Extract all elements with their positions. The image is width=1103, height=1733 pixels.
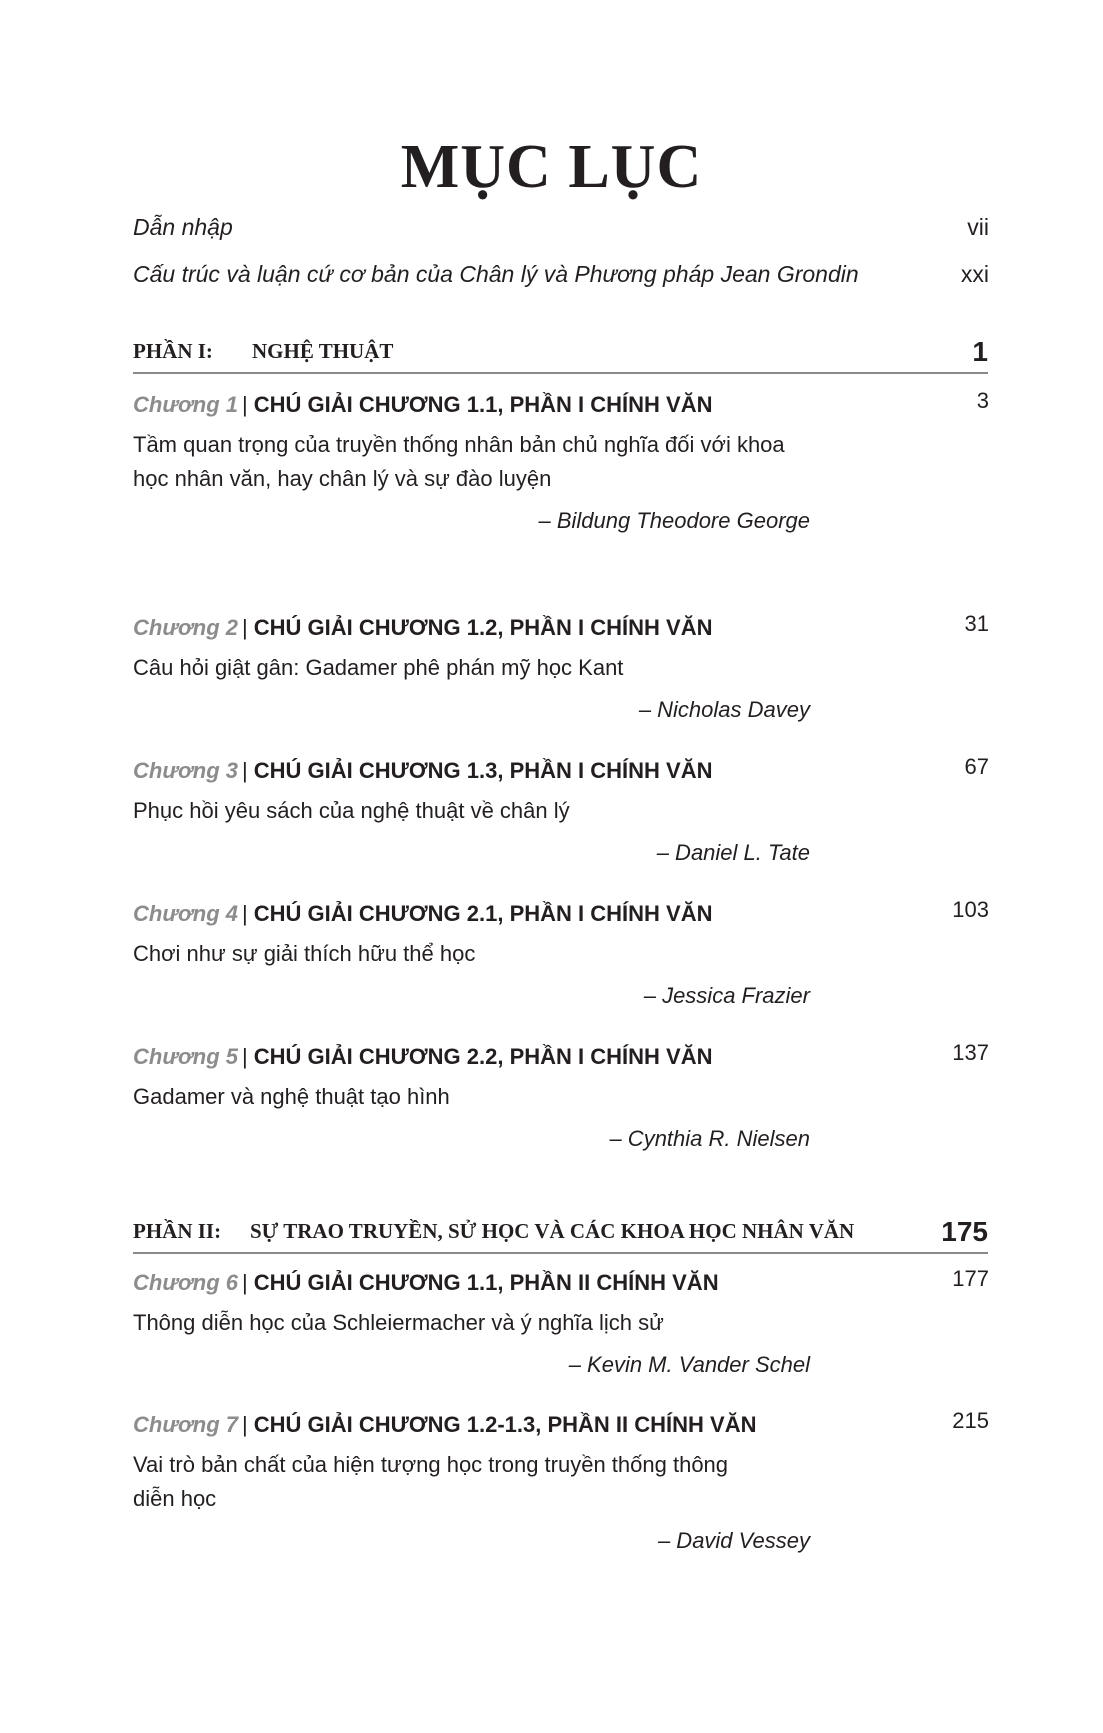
intro-entry bbox=[133, 214, 989, 246]
chapter-heading: CHÚ GIẢI CHƯƠNG 1.2-1.3, PHẦN II CHÍNH VĂN bbox=[253, 1412, 757, 1437]
chapter-author: – Daniel L. Tate bbox=[656, 840, 810, 865]
chapter-author: – Cynthia R. Nielsen bbox=[609, 1126, 810, 1151]
chapter-author: – Nicholas Davey bbox=[638, 697, 810, 722]
chapter-page: 137 bbox=[952, 1040, 989, 1065]
intro-entry-title: Dẫn nhập bbox=[133, 214, 233, 240]
chapter-page: 103 bbox=[952, 897, 989, 922]
chapter-separator: | bbox=[242, 392, 248, 417]
intro-entry bbox=[133, 261, 989, 293]
chapter-description: Gadamer và nghệ thuật tạo hình bbox=[133, 1084, 450, 1109]
chapter-heading: CHÚ GIẢI CHƯƠNG 2.2, PHẦN I CHÍNH VĂN bbox=[253, 1044, 713, 1069]
chapter-separator: | bbox=[242, 901, 248, 926]
chapter-description: Chơi như sự giải thích hữu thể học bbox=[133, 941, 476, 966]
chapter-separator: | bbox=[242, 615, 248, 640]
chapter-entry-4 bbox=[133, 897, 989, 1009]
chapter-description: Câu hỏi giật gân: Gadamer phê phán mỹ học Kant bbox=[133, 655, 624, 680]
chapter-separator: | bbox=[242, 1044, 248, 1069]
chapter-separator: | bbox=[242, 758, 248, 783]
chapter-label: Chương 1 bbox=[133, 392, 239, 417]
chapter-page: 67 bbox=[964, 754, 989, 779]
chapter-entry-7 bbox=[133, 1408, 989, 1554]
part-label: PHẦN I: bbox=[133, 339, 213, 363]
part-label: PHẦN II: bbox=[133, 1219, 222, 1243]
chapter-author: – Jessica Frazier bbox=[643, 983, 810, 1008]
chapter-label: Chương 6 bbox=[133, 1270, 239, 1295]
part-heading-2 bbox=[133, 1208, 988, 1254]
part-page: 1 bbox=[972, 336, 988, 367]
chapter-author: – Bildung Theodore George bbox=[538, 508, 810, 533]
chapter-heading: CHÚ GIẢI CHƯƠNG 1.1, PHẦN I CHÍNH VĂN bbox=[253, 392, 713, 417]
chapter-page: 215 bbox=[952, 1408, 989, 1433]
chapter-heading: CHÚ GIẢI CHƯƠNG 1.1, PHẦN II CHÍNH VĂN bbox=[253, 1270, 719, 1295]
chapter-page: 3 bbox=[976, 388, 989, 413]
chapter-description: Vai trò bản chất của hiện tượng học trong truyền thống thông diễn học bbox=[133, 1452, 729, 1511]
chapter-entry-6 bbox=[133, 1266, 989, 1378]
part-title: NGHỆ THUẬT bbox=[252, 339, 394, 363]
chapter-heading: CHÚ GIẢI CHƯƠNG 2.1, PHẦN I CHÍNH VĂN bbox=[253, 901, 713, 926]
chapter-separator: | bbox=[242, 1412, 248, 1437]
intro-entry-page: vii bbox=[967, 214, 989, 240]
chapter-label: Chương 4 bbox=[133, 901, 239, 926]
chapter-heading: CHÚ GIẢI CHƯƠNG 1.3, PHẦN I CHÍNH VĂN bbox=[253, 758, 713, 783]
part-title: SỰ TRAO TRUYỀN, SỬ HỌC VÀ CÁC KHOA HỌC NHÂN VĂN bbox=[250, 1219, 855, 1243]
chapter-description: Phục hồi yêu sách của nghệ thuật về chân lý bbox=[133, 798, 570, 823]
part-page: 175 bbox=[941, 1216, 988, 1247]
chapter-label: Chương 7 bbox=[133, 1412, 239, 1437]
chapter-description: Tầm quan trọng của truyền thống nhân bản chủ nghĩa đối với khoa học nhân văn, hay chân lý và sự đào luyện bbox=[133, 432, 785, 491]
chapter-page: 177 bbox=[952, 1266, 989, 1291]
page-title: MỤC LỤC bbox=[400, 133, 703, 201]
chapter-author: – Kevin M. Vander Schel bbox=[568, 1352, 810, 1377]
chapter-entry-3 bbox=[133, 754, 989, 866]
part-heading-1 bbox=[133, 328, 988, 374]
chapter-label: Chương 3 bbox=[133, 758, 239, 783]
chapter-description: Thông diễn học của Schleiermacher và ý nghĩa lịch sử bbox=[133, 1310, 664, 1335]
chapter-label: Chương 2 bbox=[133, 615, 239, 640]
chapter-entry-5 bbox=[133, 1040, 989, 1152]
chapter-separator: | bbox=[242, 1270, 248, 1295]
chapter-author: – David Vessey bbox=[657, 1528, 810, 1553]
chapter-entry-1 bbox=[133, 388, 989, 534]
intro-entry-title: Cấu trúc và luận cứ cơ bản của Chân lý và Phương pháp Jean Grondin bbox=[133, 261, 859, 287]
chapter-heading: CHÚ GIẢI CHƯƠNG 1.2, PHẦN I CHÍNH VĂN bbox=[253, 615, 713, 640]
intro-entry-page: xxi bbox=[960, 261, 989, 287]
chapter-page: 31 bbox=[964, 611, 989, 636]
chapter-label: Chương 5 bbox=[133, 1044, 239, 1069]
chapter-entry-2 bbox=[133, 611, 989, 723]
